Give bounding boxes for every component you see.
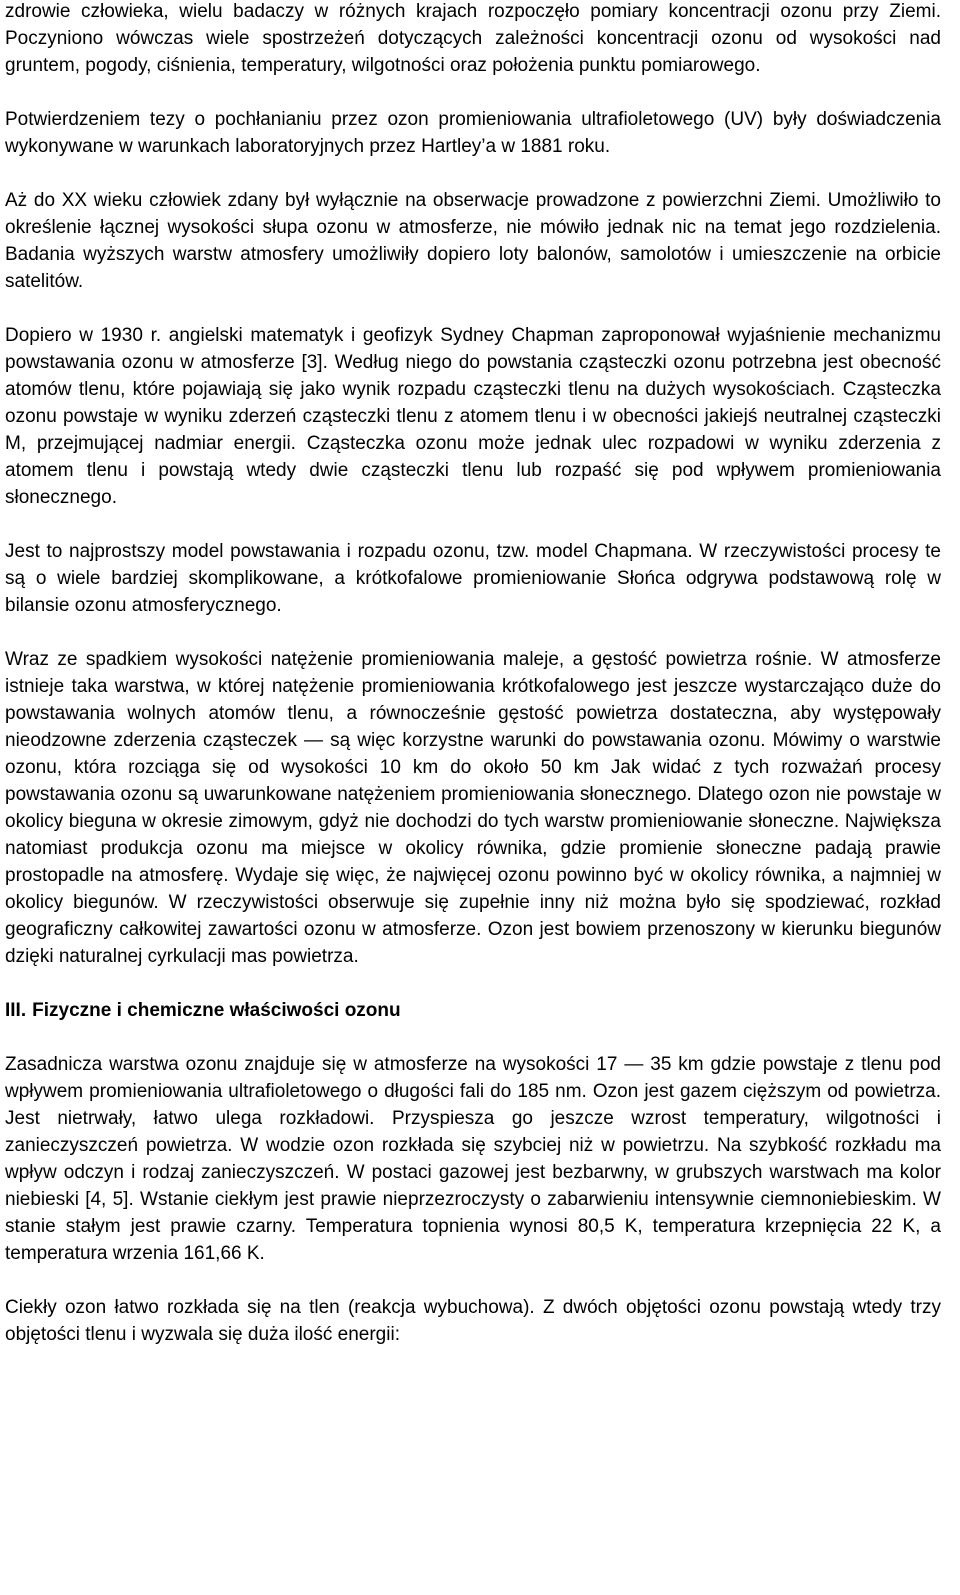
paragraph-liquid-ozone: Ciekły ozon łatwo rozkłada się na tlen (reakcja wybuchowa). Z dwóch objętości ozonu powstają wtedy trzy objętości tlenu i wyzwala się duża ilość energii: <box>5 1297 941 1345</box>
document-page <box>5 0 941 1375</box>
paragraph-surface-observations: Aż do XX wieku człowiek zdany był wyłącznie na obserwacje prowadzone z powierzchni Ziemi. Umożliwiło to określenie łącznej wysokości słupa ozonu w atmosferze, nie mówiło jednak nic na temat jego rozdzielenia. Badania wyższych warstw atmosfery umożliwiły dopiero loty balonów, samolotów i umieszczenie na orbicie satelitów. <box>5 190 941 292</box>
paragraph-hartley-uv: Potwierdzeniem tezy o pochłanianiu przez ozon promieniowania ultrafioletowego (UV) były doświadczenia wykonywane w warunkach laboratoryjnych przez Hartley’a w 1881 roku. <box>5 109 941 157</box>
section-heading <box>5 997 941 1024</box>
paragraph-chapman-mechanism: Dopiero w 1930 r. angielski matematyk i geofizyk Sydney Chapman zaproponował wyjaśnienie mechanizmu powstawania ozonu w atmosferze [3]. Według niego do powstania cząsteczki ozonu potrzebna jest obecność atomów tlenu, które pojawiają się jako wynik rozpadu cząsteczki tlenu na dużych wysokościach. Cząsteczka ozonu powstaje w wyniku zderzeń cząsteczki tlenu z atomem tlenu i w obecności jakiejś neutralnej cząsteczki M, przejmującej nadmiar energii. Cząsteczka ozonu może jednak ulec rozpadowi w wyniku zderzenia z atomem tlenu i powstają wtedy dwie cząsteczki tlenu lub rozpaść się pod wpływem promieniowania słonecznego. <box>5 325 941 508</box>
section-number: III. <box>5 1000 27 1021</box>
paragraph-ozone-properties: Zasadnicza warstwa ozonu znajduje się w atmosferze na wysokości 17 — 35 km gdzie powstaje z tlenu pod wpływem promieniowania ultrafioletowego o długości fali do 185 nm. Ozon jest gazem cięższym od powietrza. Jest nietrwały, łatwo ulega rozkładowi. Przyspiesza go jeszcze wzrost temperatury, wilgotności i zanieczyszczeń powietrza. W wodzie ozon rozkłada się szybciej niż w powietrzu. Na szybkość rozkładu ma wpływ odczyn i rodzaj zanieczyszczeń. W postaci gazowej jest bezbarwny, w grubszych warstwach ma kolor niebieski [4, 5]. Wstanie ciekłym jest prawie nieprzezroczysty o zabarwieniu intensywnie ciemnoniebieskim. W stanie stałym jest prawie czarny. Temperatura topnienia wynosi 80,5 K, temperatura krzepnięcia 22 K, a temperatura wrzenia 161,66 K. <box>5 1054 941 1264</box>
paragraph-ozone-measurements: zdrowie człowieka, wielu badaczy w różnych krajach rozpoczęło pomiary koncentracji ozonu przy Ziemi. Poczyniono wówczas wiele spostrzeżeń dotyczących zależności koncentracji ozonu od wysokości nad gruntem, pogody, ciśnienia, temperatury, wilgotności oraz położenia punktu pomiarowego. <box>5 1 941 76</box>
section-title: Fizyczne i chemiczne właściwości ozonu <box>32 1000 401 1021</box>
paragraph-ozone-layer: Wraz ze spadkiem wysokości natężenie promieniowania maleje, a gęstość powietrza rośnie. W atmosferze istnieje taka warstwa, w której natężenie promieniowania krótkofalowego jest jeszcze wystarczająco duże do powstawania wolnych atomów tlenu, a równocześnie gęstość powietrza dostateczna, aby występowały nieodzowne zderzenia cząsteczek — są więc korzystne warunki do powstawania ozonu. Mówimy o warstwie ozonu, która rozciąga się od wysokości 10 km do około 50 km Jak widać z tych rozważań procesy powstawania ozonu są uwarunkowane natężeniem promieniowania słonecznego. Dlatego ozon nie powstaje w okolicy bieguna w okresie zimowym, gdyż nie dochodzi do tych warstw promieniowanie słoneczne. Największa natomiast produkcja ozonu ma miejsce w okolicy równika, gdzie promienie słoneczne padają prawie prostopadle na atmosferę. Wydaje się więc, że najwięcej ozonu powinno być w okolicy równika, a najmniej w okolicy biegunów. W rzeczywistości obserwuje się zupełnie inny niż można było się spodziewać, rozkład geograficzny całkowitej zawartości ozonu w atmosferze. Ozon jest bowiem przenoszony w kierunku biegunów dzięki naturalnej cyrkulacji mas powietrza. <box>5 649 941 967</box>
paragraph-chapman-model: Jest to najprostszy model powstawania i rozpadu ozonu, tzw. model Chapmana. W rzeczywistości procesy te są o wiele bardziej skomplikowane, a krótkofalowe promieniowanie Słońca odgrywa podstawową rolę w bilansie ozonu atmosferycznego. <box>5 541 941 616</box>
